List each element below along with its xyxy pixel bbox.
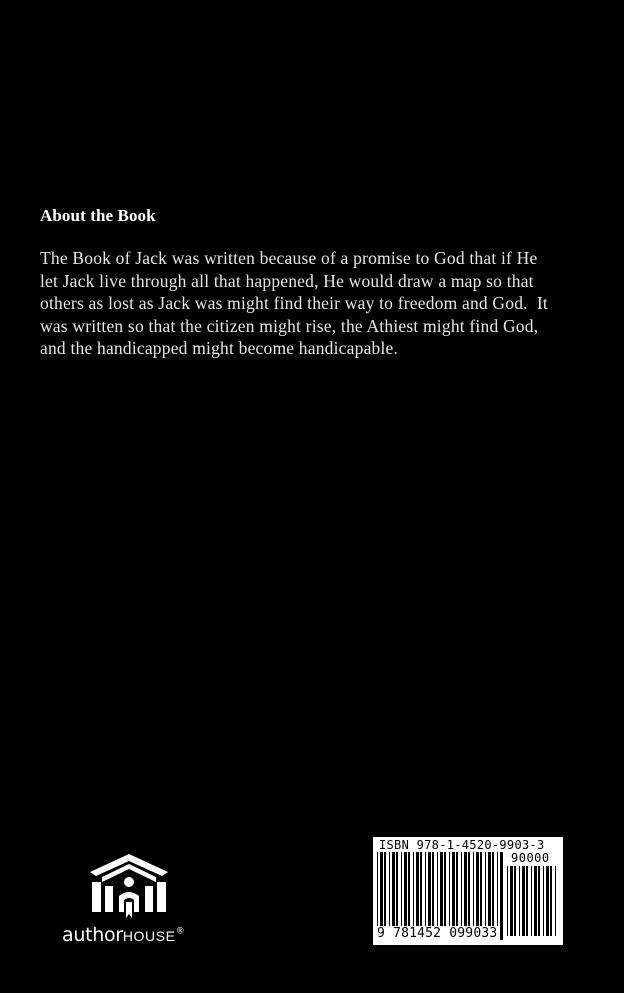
ean-digits: 9 781452 099033 <box>377 926 498 941</box>
book-description <box>40 247 600 360</box>
publisher-logo <box>58 852 208 952</box>
publisher-name-prefix: author <box>62 924 123 946</box>
description-line: The Book of Jack was written because of a promise to God that if He <box>40 248 538 268</box>
isbn-barcode <box>373 837 563 945</box>
about-heading: About the Book <box>40 206 156 225</box>
registered-mark: ® <box>175 926 185 937</box>
publisher-name-suffix: HOUSE <box>122 928 176 944</box>
description-line: others as lost as Jack was might find their way to freedom and God. It <box>40 293 548 313</box>
isbn-number: ISBN 978-1-4520-9903-3 <box>379 838 545 852</box>
addon-barcode-bars <box>507 866 559 936</box>
description-line: was written so that the citizen might rise, the Athiest might find God, <box>40 315 539 336</box>
price-addon-code: 90000 <box>511 851 550 865</box>
authorhouse-library-icon <box>88 852 170 920</box>
description-line: and the handicapped might become handicapable. <box>40 338 399 358</box>
publisher-name <box>62 924 184 946</box>
description-line: let Jack live through all that happened, He would draw a map so that <box>40 270 534 291</box>
